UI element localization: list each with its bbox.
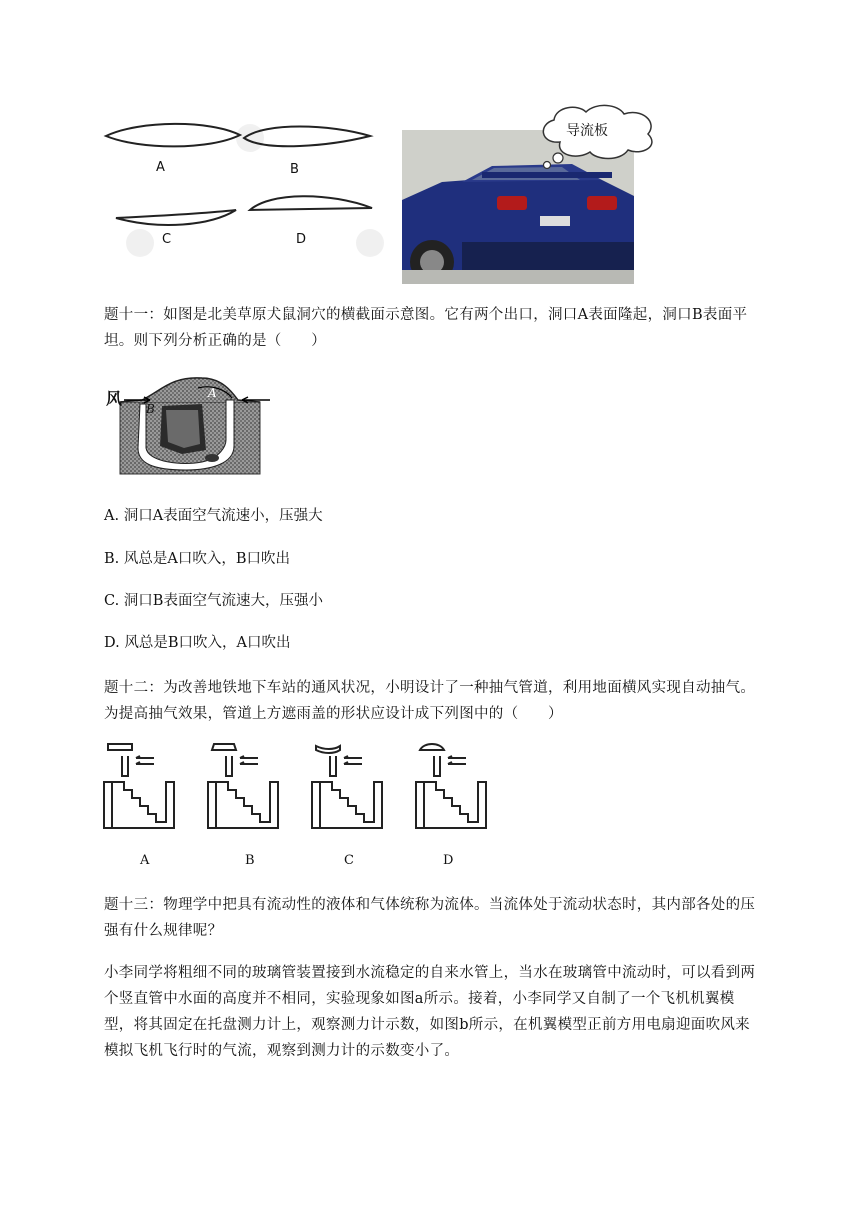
burrow-figure (102, 370, 278, 476)
q11-option-d: D. 风总是B口吹入，A口吹出 (104, 635, 291, 651)
airfoil-label-a: A (156, 160, 165, 175)
q11-option-c: C. 洞口B表面空气流速大，压强小 (104, 593, 323, 609)
airfoil-d (250, 196, 372, 210)
airfoil-label-c: C (162, 232, 172, 247)
vent-label-a: A (140, 853, 150, 868)
q13-body: 小李同学将粗细不同的玻璃管装置接到水流稳定的自来水管上，当水在玻璃管中流动时，可以看到两个竖直管中水面的高度并不相同，实验现象如图a所示。接着，小李同学又自制了一个飞机机翼模型，将其固定在托盘测力计上，观察测力计示数，如图b所示，在机翼模型正前方用电扇迎面吹风来模拟飞机飞行时的气流，观察到测力计的示数变小了。 (104, 965, 756, 1059)
vent-label-c: C (344, 853, 354, 868)
vent-figures (100, 738, 510, 834)
q11-stem: 题十一：如图是北美草原犬鼠洞穴的横截面示意图。它有两个出口，洞口A表面隆起，洞口B表面平坦。则下列分析正确的是（ ） (104, 307, 748, 349)
vent-label-b: B (245, 853, 255, 868)
vent-label-d: D (443, 853, 454, 868)
q12-stem: 题十二：为改善地铁地下车站的通风状况，小明设计了一种抽气管道，利用地面横风实现自动抽气。为提高抽气效果，管道上方遮雨盖的形状应设计成下列图中的（ ） (104, 680, 756, 722)
spoiler-graphic (482, 172, 612, 178)
wind-label: 风 (106, 389, 123, 408)
q11-option-b: B. 风总是A口吹入，B口吹出 (104, 551, 290, 567)
vent-option-c (312, 746, 382, 828)
airfoil-label-b: B (290, 162, 299, 177)
airfoil-shapes (100, 118, 400, 283)
vent-option-b (208, 744, 278, 828)
airfoil-label-d: D (296, 232, 307, 247)
vent-option-d (416, 744, 486, 828)
q11-option-a: A. 洞口A表面空气流速小，压强大 (104, 508, 323, 524)
callout-cloud (530, 102, 665, 172)
q13-stem: 题十三：物理学中把具有流动性的液体和气体统称为流体。当流体处于流动状态时，其内部各处的压强有什么规律呢？ (104, 897, 756, 939)
airfoil-c (116, 210, 236, 225)
callout-text: 导流板 (566, 123, 608, 139)
airfoil-figure (100, 118, 400, 283)
hole-b-label: B (146, 402, 155, 416)
hole-a-label: A (208, 386, 217, 400)
vent-option-a (104, 744, 174, 828)
airfoil-a (106, 124, 240, 147)
